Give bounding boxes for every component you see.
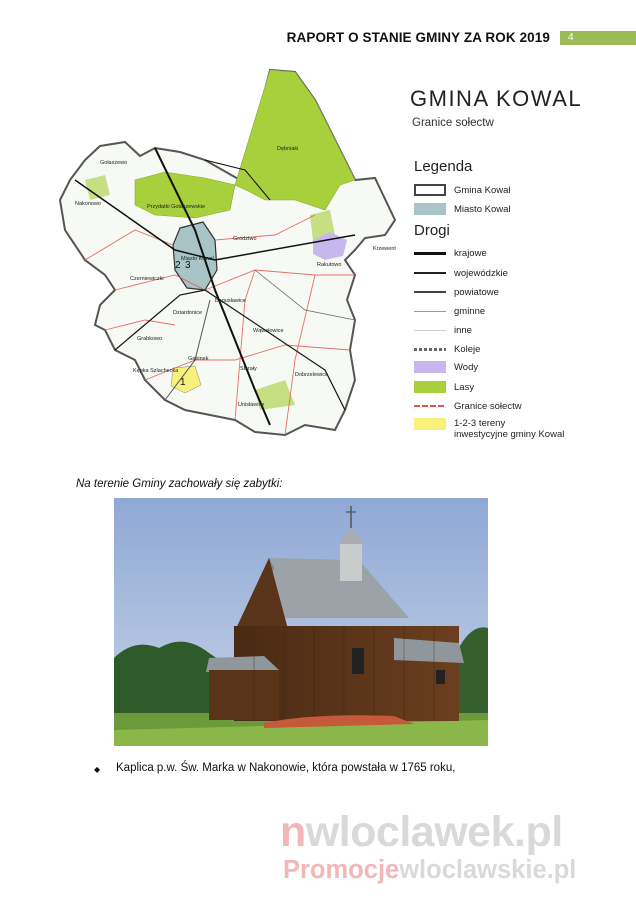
legend-label: inne [454, 324, 472, 336]
place-label: Krzewent [373, 246, 396, 252]
place-label: Nakonowo [75, 201, 101, 207]
legend-row [414, 323, 472, 337]
legend-row [414, 246, 487, 260]
water-swatch [414, 361, 446, 373]
legend-label: Miasto Kowal [454, 203, 511, 215]
place-label: Bogusławice [215, 298, 246, 304]
legend-heading: Legenda [414, 158, 473, 175]
place-label: Strzały [240, 366, 257, 372]
place-label: Wąwałowice [253, 328, 284, 334]
chapel-photo [114, 498, 488, 746]
gmina-map [55, 60, 600, 450]
legend-label: krajowe [454, 247, 487, 259]
legend-row [414, 380, 474, 394]
other-road-swatch [414, 330, 446, 331]
legend-row [414, 304, 485, 318]
town-swatch [414, 203, 446, 215]
place-label: Kępka Szlachecka [133, 368, 179, 374]
forest-swatch [414, 381, 446, 393]
page-header [0, 28, 636, 48]
place-label: Miasto Kowal [181, 256, 214, 262]
legend-label: Gmina Kowal [454, 184, 511, 196]
zone-label: 2 [175, 260, 181, 271]
watermark-promocje: Promocjewloclawskie.pl [283, 856, 577, 884]
railway-swatch [414, 348, 446, 351]
commune-road-swatch [414, 311, 446, 312]
place-label: Czerniewiczki [130, 276, 164, 282]
voivodeship-road-swatch [414, 272, 446, 274]
legend-label: gminne [454, 305, 486, 317]
legend-row [414, 342, 480, 356]
legend-row [414, 418, 564, 442]
map-title: GMINA KOWAL [410, 86, 583, 111]
legend-row [414, 202, 511, 216]
place-label: Dębniaki [277, 146, 299, 152]
legend-label: Wody [454, 361, 479, 373]
legend-row [414, 266, 508, 280]
legend-row [414, 360, 478, 374]
list-item-text: Kaplica p.w. Św. Marka w Nakonowie, która powstała w 1765 roku, [116, 762, 456, 774]
place-label: Dobrzelewice [295, 372, 329, 378]
zone-label: 1 [180, 377, 186, 388]
forest-debniaki [235, 70, 355, 210]
place-label: Gąbinek [188, 356, 209, 362]
legend-label: wojewódzkie [454, 267, 508, 279]
report-title: RAPORT O STANIE GMINY ZA ROK 2019 [286, 30, 550, 45]
page-number-badge: 4 [560, 31, 636, 45]
legend-label: powiatowe [454, 286, 499, 298]
investment-swatch [414, 418, 446, 430]
place-label: Grodztwo [233, 236, 257, 242]
legend-row [414, 285, 499, 299]
investment-label: 1-2-3 tereny inwestycyjne gminy Kowal [454, 418, 565, 440]
legend-label: Koleje [454, 343, 481, 355]
county-road-swatch [414, 291, 446, 293]
legend-row [414, 183, 511, 197]
gmina-boundary [60, 70, 395, 435]
legend-label: Lasy [454, 381, 475, 393]
place-label: Przydatki Gołaszewskie [147, 204, 206, 210]
intro-text: Na terenie Gminy zachowały się zabytki: [76, 478, 283, 490]
place-label: Unisławice [238, 402, 265, 408]
place-label: Rakutowo [317, 262, 342, 268]
legend-row [414, 399, 522, 413]
legend-label: Granice sołectw [454, 400, 522, 412]
map-subtitle: Granice sołectw [412, 117, 494, 129]
watermark-nwloclawek: nwloclawek.pl [280, 808, 563, 856]
bullet-icon: ◆ [94, 765, 101, 774]
roads-heading: Drogi [414, 222, 450, 239]
place-label: Grabkowo [137, 336, 163, 342]
border-swatch [414, 405, 446, 407]
place-label: Dziardonice [173, 310, 203, 316]
zone-label: 3 [185, 260, 191, 271]
national-road-swatch [414, 252, 446, 255]
place-label: Gołaszewo [100, 160, 128, 166]
outline-swatch [414, 184, 446, 196]
list-item [94, 762, 455, 777]
